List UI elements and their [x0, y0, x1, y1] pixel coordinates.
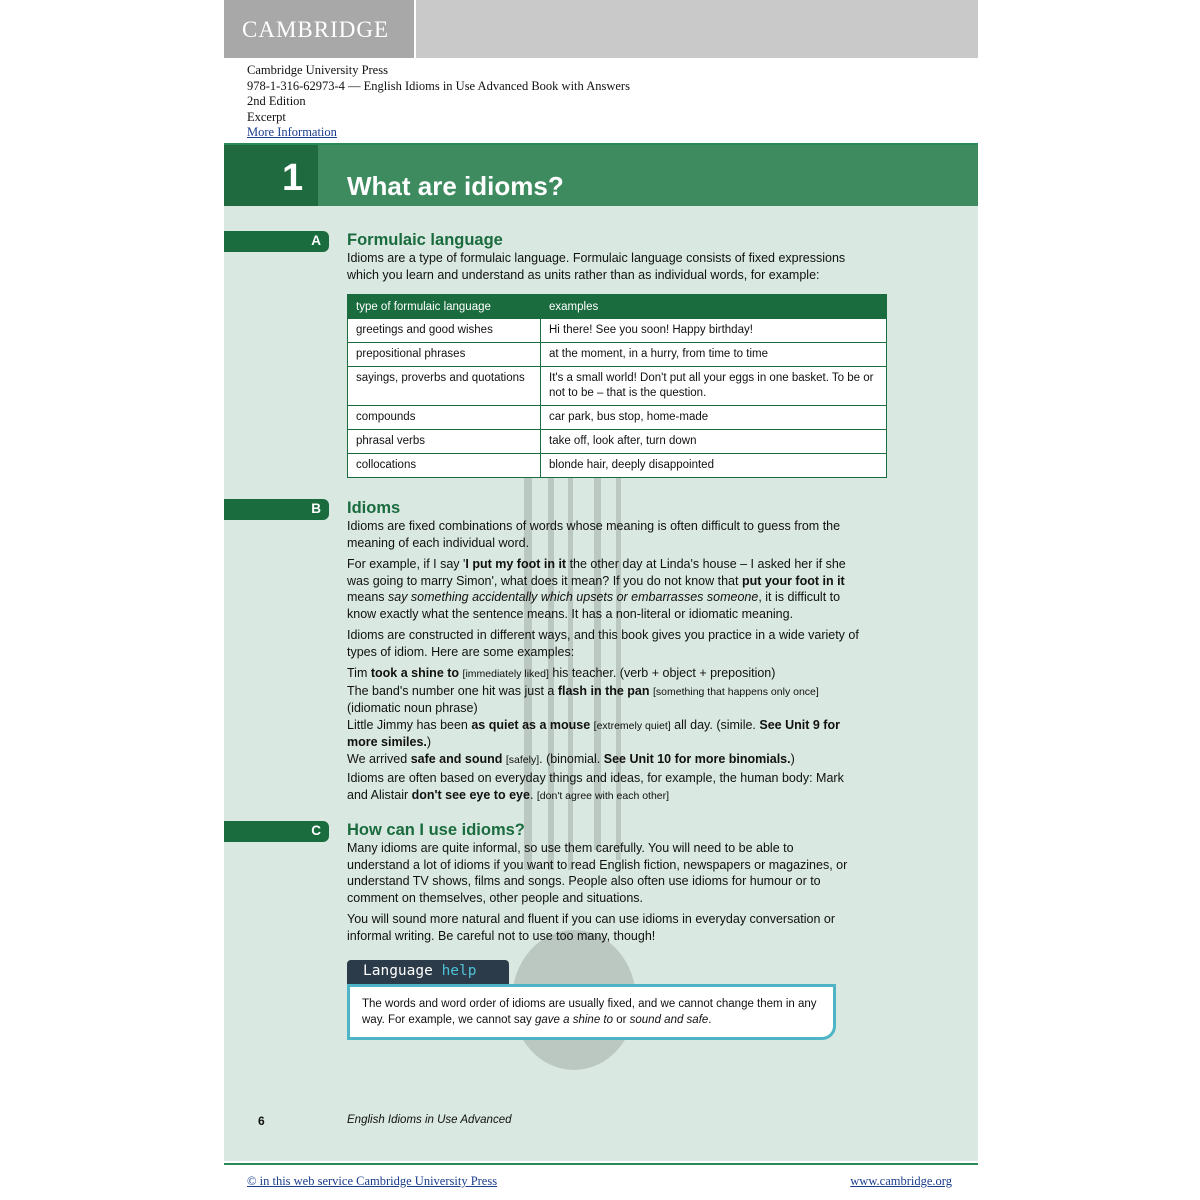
top-banner: [224, 0, 978, 58]
running-title: English Idioms in Use Advanced: [347, 1114, 512, 1126]
unit-sheet: [224, 143, 978, 1161]
page-number: 6: [258, 1114, 265, 1128]
table-row: [348, 367, 887, 406]
idiom-gloss: [don't agree with each other]: [536, 789, 670, 802]
table-row: [348, 406, 887, 430]
table-row: [348, 454, 887, 478]
section-a-letter: A: [311, 233, 321, 248]
section-b-examples: [347, 665, 867, 768]
text-run: We arrived: [347, 751, 411, 766]
language-help-tab: [347, 960, 509, 984]
unit-number-box: [224, 145, 318, 206]
text-run: (idiomatic noun phrase): [347, 701, 478, 715]
table-row: [348, 430, 887, 454]
cross-reference: See Unit 9 for more similes.: [347, 717, 840, 749]
example-quiet-as-a-mouse: [347, 717, 867, 751]
text-run: ): [426, 735, 432, 749]
text-run: For example, if I say ': [347, 557, 466, 571]
brand-box: [224, 0, 416, 58]
cambridge-website-link[interactable]: www.cambridge.org: [850, 1174, 952, 1188]
idiom-bold: as quiet as a mouse: [471, 717, 591, 732]
text-run: The band's number one hit was just a: [347, 683, 558, 698]
table-cell-type: compounds: [348, 406, 541, 430]
text-run: Idioms are often based on everyday things and ideas, for example, the human body: Mark and Alistair: [347, 771, 844, 802]
cross-reference: See Unit 10 for more binomials.: [603, 751, 791, 766]
copyright-link[interactable]: © in this web service Cambridge University Press: [247, 1174, 498, 1188]
incorrect-example: gave a shine to: [535, 1014, 614, 1026]
footer-divider: [224, 1163, 978, 1165]
table-cell-example: blonde hair, deeply disappointed: [541, 454, 887, 478]
section-a-tab: [224, 231, 329, 252]
idiom-bold: took a shine to: [370, 666, 460, 680]
text-run: Little Jimmy has been: [347, 717, 472, 732]
isbn-title: 978-1-316-62973-4 — English Idioms in Use Advanced Book with Answers: [247, 78, 630, 93]
section-a-heading: Formulaic language: [347, 231, 503, 249]
table-header-examples: examples: [541, 295, 887, 319]
idiom-definition: say something accidentally which upsets or embarrasses someone: [388, 590, 759, 604]
table-cell-type: collocations: [348, 454, 541, 478]
text-run: the other day at Linda's house – I asked her if she was going to marry Simon', what does it mean? If you do not know that: [347, 557, 846, 588]
text-run: . (binomial.: [539, 751, 604, 766]
language-help-box: [347, 984, 836, 1040]
unit-number: 1: [282, 157, 304, 199]
excerpt-label: Excerpt: [247, 109, 286, 124]
page: [224, 0, 978, 1200]
section-b-p1: Idioms are fixed combinations of words whose meaning is often difficult to guess from the meaning of each individual word.: [347, 519, 841, 550]
idiom-bold: don't see eye to eye: [411, 787, 530, 802]
table-cell-example: It's a small world! Don't put all your eggs in one basket. To be or not to be – that is the question.: [541, 367, 887, 406]
section-c-tab: [224, 821, 329, 842]
text-run: ): [790, 751, 795, 766]
table-cell-type: prepositional phrases: [348, 343, 541, 367]
text-run: The words and word order of idioms are usually fixed, and we cannot change them in any way. For example, we cannot say: [362, 998, 817, 1026]
publisher: Cambridge University Press: [247, 63, 388, 77]
section-c-p2: You will sound more natural and fluent if you can use idioms in everyday conversation or informal writing. Be careful not to use too many, though!: [347, 912, 836, 943]
idiom-gloss: [immediately liked]: [462, 668, 549, 680]
table-cell-type: sayings, proverbs and quotations: [348, 367, 541, 406]
section-b-heading: Idioms: [347, 499, 401, 517]
section-a-intro: Idioms are a type of formulaic language. Formulaic language consists of fixed expressions which you learn and understand as units rather than as individual words, for example:: [347, 251, 846, 282]
text-run: .: [529, 787, 537, 802]
idiom-bold: I put my foot in it: [465, 557, 567, 571]
table-cell-type: phrasal verbs: [348, 430, 541, 454]
idiom-gloss: [extremely quiet]: [593, 719, 671, 732]
text-run: , it is difficult to know exactly what the sentence means. It has a non-literal or idiomatic meaning.: [347, 590, 841, 621]
section-b-p2: [347, 556, 867, 622]
table-cell-type: greetings and good wishes: [348, 319, 541, 343]
book-meta: [247, 63, 630, 141]
table-cell-example: car park, bus stop, home-made: [541, 406, 887, 430]
section-c-letter: C: [311, 823, 321, 838]
more-information-link[interactable]: More Information: [247, 125, 337, 139]
unit-header: [224, 145, 978, 206]
edition: 2nd Edition: [247, 94, 306, 108]
section-b-tab: [224, 499, 329, 520]
text-run: his teacher. (verb + object + preposition): [548, 666, 776, 680]
text-run: Tim: [347, 666, 371, 680]
text-run: means: [347, 590, 388, 604]
formulaic-language-table: [347, 294, 887, 478]
table-header-type: type of formulaic language: [348, 295, 541, 319]
table-row: [348, 319, 887, 343]
text-run: all day. (simile.: [670, 717, 760, 732]
text-run: or: [613, 1014, 630, 1026]
example-safe-and-sound: [347, 751, 867, 769]
section-b-p4: [347, 770, 867, 804]
text-run: .: [708, 1014, 712, 1026]
idiom-bold: put your foot in it: [741, 573, 845, 588]
table-header-row: [348, 295, 887, 319]
example-took-a-shine: [347, 665, 867, 683]
language-help-label: [363, 963, 477, 979]
example-flash-in-the-pan: [347, 683, 867, 717]
table-cell-example: take off, look after, turn down: [541, 430, 887, 454]
idiom-bold: flash in the pan: [557, 683, 650, 698]
section-b-p3: Idioms are constructed in different ways, and this book gives you practice in a wide variety of types of idiom. Here are some examples:: [347, 628, 859, 659]
table-row: [348, 343, 887, 367]
section-b-letter: B: [311, 501, 321, 516]
section-c-heading: How can I use idioms?: [347, 821, 525, 839]
table-cell-example: at the moment, in a hurry, from time to time: [541, 343, 887, 367]
idiom-bold: safe and sound: [410, 751, 503, 766]
table-cell-example: Hi there! See you soon! Happy birthday!: [541, 319, 887, 343]
unit-title: What are idioms?: [347, 171, 564, 201]
section-c-p1: Many idioms are quite informal, so use them carefully. You will need to be able to understand a lot of idioms if you want to read English fiction, newspapers or magazines, or understand TV shows, films and songs. People also often use idioms for humour or to comment on themselves, other people and situations.: [347, 841, 848, 905]
cambridge-logo: CAMBRIDGE: [242, 17, 390, 42]
language-help-word2: help: [441, 963, 477, 979]
idiom-gloss: [something that happens only once]: [653, 685, 819, 698]
incorrect-example: sound and safe: [629, 1014, 709, 1026]
language-help-word1: Language: [363, 963, 433, 979]
idiom-gloss: [safely]: [505, 753, 540, 766]
